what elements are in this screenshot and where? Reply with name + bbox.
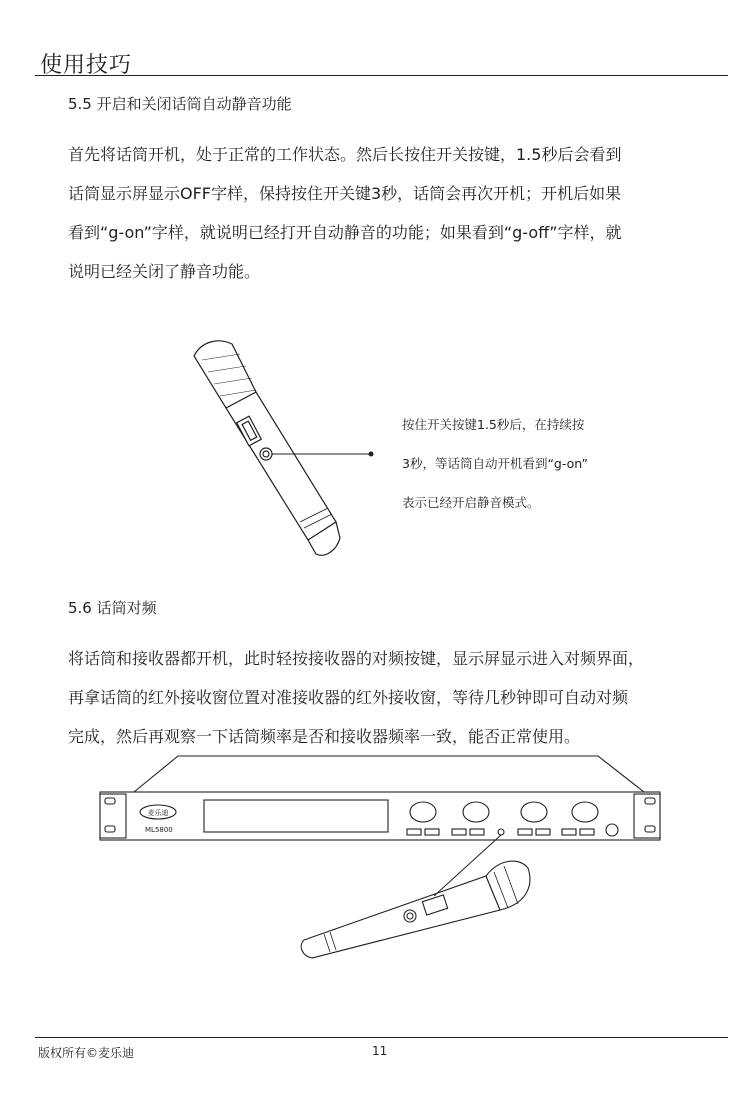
section-5-6-paragraph <box>68 639 708 756</box>
paragraph-line: 再拿话筒的红外接收窗位置对准接收器的红外接收窗，等待几秒钟即可自动对频 <box>68 688 629 707</box>
section-5-5-title: 5.5 开启和关闭话筒自动静音功能 <box>68 95 292 113</box>
receiver-button <box>425 829 439 835</box>
paragraph-line: 完成，然后再观察一下话筒频率是否和接收器频率一致，能否正常使用。 <box>68 727 581 746</box>
receiver-knob <box>572 802 598 822</box>
receiver-button <box>580 829 594 835</box>
footer-divider <box>35 1037 728 1038</box>
callout-line: 按住开关按键1.5秒后，在持续按 <box>402 417 585 432</box>
paragraph-line: 说明已经关闭了静音功能。 <box>68 262 261 281</box>
paragraph-line: 首先将话筒开机，处于正常的工作状态。然后长按住开关按键，1.5秒后会看到 <box>68 145 622 164</box>
callout-text <box>402 405 588 522</box>
footer-copyright: 版权所有©麦乐迪 <box>38 1046 135 1060</box>
receiver-ir-window <box>498 829 504 835</box>
receiver-knob <box>463 802 489 822</box>
receiver-power-button <box>606 824 618 836</box>
section-5-6-title: 5.6 话筒对频 <box>68 599 157 617</box>
receiver-top <box>134 756 644 792</box>
receiver-button <box>452 829 466 835</box>
page-number: 11 <box>372 1044 388 1058</box>
receiver-model-label: ML5800 <box>145 826 173 834</box>
receiver-button <box>536 829 550 835</box>
callout-line: 3秒，等话筒自动开机看到“g-on” <box>402 456 588 471</box>
header-divider <box>35 75 728 76</box>
mic2-body <box>301 876 500 958</box>
receiver-button <box>407 829 421 835</box>
callout-line: 表示已经开启静音模式。 <box>402 495 540 510</box>
receiver-knob <box>410 802 436 822</box>
section-5-5-paragraph <box>68 135 708 291</box>
paragraph-line: 看到“g-on”字样，就说明已经打开自动静音的功能；如果看到“g-off”字样，就 <box>68 223 622 242</box>
receiver-button <box>518 829 532 835</box>
paragraph-line: 将话筒和接收器都开机，此时轻按接收器的对频按键，显示屏显示进入对频界面， <box>68 649 645 668</box>
receiver-button <box>470 829 484 835</box>
receiver-display <box>204 800 388 832</box>
callout-leader-dot <box>369 452 374 457</box>
receiver-knob <box>521 802 547 822</box>
paragraph-line: 话筒显示屏显示OFF字样，保持按住开关键3秒，话筒会再次开机；开机后如果 <box>68 184 622 203</box>
microphone-illustration <box>180 330 400 570</box>
page-header-title: 使用技巧 <box>40 53 133 78</box>
receiver-illustration <box>98 750 663 980</box>
mic-body <box>226 392 336 540</box>
receiver-button <box>562 829 576 835</box>
receiver-logo-text: 麦乐迪 <box>147 809 169 817</box>
